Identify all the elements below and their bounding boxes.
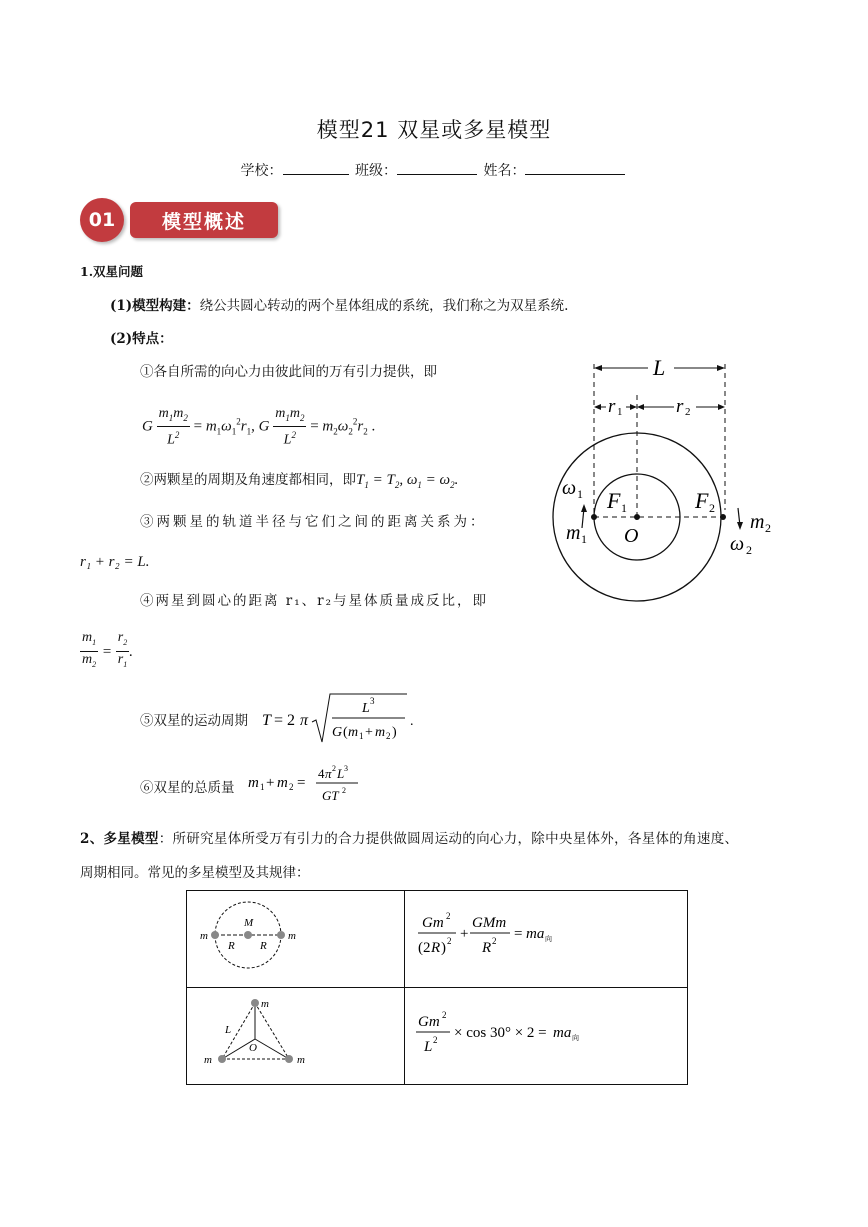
center-o (634, 514, 640, 520)
formula-1: G $\frac{m_1m_2}{L^2}$ = $m_1\omega_1^2r_1$, G $\frac{m_1m_2}{L^2}$ = $m_2\omega_2^2r_2$ . (142, 406, 376, 448)
item3-text: ③两颗星的轨道半径与它们之间的距离关系为： (140, 514, 487, 530)
p1-text: 绕公共圆心转动的两个星体组成的系统，我们称之为双星系统. (199, 298, 569, 314)
svg-text:.: . (410, 714, 414, 729)
star-m1 (591, 514, 597, 520)
section2-text: ：所研究星体所受万有引力的合力提供做圆周运动的向心力，除中央星体外，各星体的角速度、 (158, 831, 739, 847)
svg-text:m: m (261, 998, 269, 1010)
svg-text:m: m (297, 1054, 305, 1066)
item5-text: ⑤双星的运动周期 (140, 713, 248, 729)
svg-text:O: O (249, 1042, 257, 1054)
table-row (187, 988, 688, 1085)
svg-text:m: m (288, 930, 296, 942)
svg-text:π: π (300, 712, 309, 729)
svg-text:m: m (204, 1054, 212, 1066)
svg-text:2: 2 (492, 936, 497, 946)
item1-text: ①各自所需的向心力由彼此间的万有引力提供，即 (140, 364, 437, 380)
svg-text:2: 2 (332, 764, 336, 773)
section2-line2: 周期相同。常见的多星模型及其规律： (80, 865, 310, 881)
svg-text:m: m (277, 775, 288, 791)
svg-text:L: L (424, 1039, 433, 1055)
label-F2: F (695, 488, 709, 513)
svg-text:π: π (325, 766, 332, 781)
name-label: 姓名： (483, 163, 526, 179)
svg-text:ma: ma (553, 1025, 572, 1041)
badge-label: 模型概述 (130, 202, 278, 238)
label-L: L (653, 355, 666, 380)
p1-label: (1)模型构建： (110, 298, 200, 314)
svg-text:1: 1 (577, 487, 583, 501)
label-m2: m (750, 511, 765, 533)
svg-text:=: = (297, 775, 306, 791)
name-blank (525, 160, 625, 175)
svg-text:2: 2 (433, 1035, 438, 1045)
svg-text:向: 向 (545, 935, 552, 943)
class-label: 班级： (355, 163, 397, 179)
table-cell-formula (405, 988, 688, 1085)
svg-text:=: = (514, 926, 523, 942)
p1-line (110, 296, 568, 316)
multi-star-table (186, 890, 688, 1085)
formula-5 (262, 690, 422, 746)
school-blank (283, 160, 349, 175)
svg-text:(: ( (343, 725, 348, 740)
svg-text:+: + (460, 926, 469, 942)
svg-text:): ) (392, 725, 397, 740)
svg-text:1: 1 (581, 532, 587, 546)
formula-4: $\frac{m_1}{m_2}$ = $\frac{r_2}{r_1}$ . (82, 630, 133, 669)
formula-linear (406, 892, 686, 982)
linear-three-star-diagram (188, 892, 403, 982)
section-badge (80, 198, 280, 242)
svg-text:= 2: = 2 (274, 712, 296, 729)
formula-6 (248, 760, 368, 810)
svg-text:m: m (200, 930, 208, 942)
svg-text:GMm: GMm (472, 915, 507, 931)
formula-triangle (406, 989, 686, 1079)
item6-text: ⑥双星的总质量 (140, 780, 235, 796)
svg-text:R: R (228, 940, 235, 952)
item2-text: ②两颗星的周期及角速度都相同，即 (140, 472, 356, 488)
svg-text:2: 2 (746, 543, 752, 557)
svg-text:R: R (482, 940, 492, 956)
svg-text:Gm: Gm (418, 1014, 440, 1030)
svg-text:1: 1 (260, 782, 265, 792)
svg-text:3: 3 (370, 696, 375, 706)
svg-text:M: M (244, 917, 254, 929)
svg-text:2: 2 (446, 911, 451, 921)
svg-text:m: m (348, 725, 359, 740)
label-O: O (624, 525, 639, 547)
svg-text:ma: ma (526, 926, 545, 942)
svg-text:× cos 30° × 2 =: × cos 30° × 2 = (454, 1025, 547, 1041)
svg-text:3: 3 (344, 764, 348, 773)
item2-line: ②两颗星的周期及角速度都相同，即$T_1 = T_2$, $\omega_1 = \omega_2$. (140, 472, 459, 490)
svg-text:1: 1 (617, 406, 623, 418)
label-omega2: ω (730, 533, 745, 555)
svg-text:2: 2 (709, 501, 715, 515)
star-m2 (720, 514, 726, 520)
svg-text:L: L (337, 766, 345, 781)
item3-eq: r₁ + r₂ = L. (80, 554, 150, 570)
svg-text:): ) (441, 940, 446, 956)
svg-text:+: + (365, 725, 373, 740)
section1-heading: 1.双星问题 (80, 264, 144, 279)
svg-text:2: 2 (386, 731, 391, 741)
label-F1: F (607, 488, 621, 513)
school-label: 学校： (240, 163, 283, 179)
svg-text:L: L (362, 701, 370, 716)
page-title: 模型21 双星或多星模型 (316, 118, 552, 142)
svg-text:m: m (248, 775, 259, 791)
svg-text:L: L (225, 1024, 232, 1036)
table-row (187, 891, 688, 988)
svg-text:2: 2 (289, 782, 294, 792)
svg-text:Gm: Gm (422, 915, 444, 931)
section2-line1 (80, 829, 738, 849)
class-blank (397, 160, 477, 175)
item4-text: ④两星到圆心的距离 r₁、r₂与星体质量成反比，即 (140, 593, 489, 609)
svg-text:m: m (375, 725, 386, 740)
table-cell-diagram (187, 988, 405, 1085)
svg-text:2: 2 (342, 786, 346, 795)
svg-text:2: 2 (447, 936, 452, 946)
section2-label: 2、多星模型 (80, 831, 159, 847)
table-cell-diagram (187, 891, 405, 988)
label-r2: r (676, 396, 684, 417)
svg-text:1: 1 (621, 501, 627, 515)
p2-label: (2)特点： (110, 331, 173, 347)
svg-text:R: R (260, 940, 267, 952)
svg-text:+: + (266, 775, 275, 791)
label-m1: m (566, 522, 581, 544)
label-omega1: ω (562, 477, 577, 499)
svg-text:2: 2 (765, 521, 771, 535)
svg-text:(2: (2 (418, 940, 431, 956)
header-fields (0, 160, 868, 180)
svg-text:2: 2 (685, 406, 691, 418)
triangle-three-star-diagram (188, 989, 403, 1079)
svg-text:向: 向 (572, 1034, 579, 1042)
svg-text:2: 2 (442, 1010, 447, 1020)
svg-text:G: G (332, 725, 343, 740)
table-cell-formula (405, 891, 688, 988)
svg-text:1: 1 (359, 731, 364, 741)
svg-text:T: T (262, 712, 271, 729)
badge-number: 01 (80, 198, 124, 242)
svg-text:4: 4 (318, 766, 325, 781)
svg-text:GT: GT (322, 788, 339, 803)
binary-star-diagram (540, 350, 790, 620)
label-r1: r (608, 396, 616, 417)
svg-text:R: R (431, 940, 441, 956)
